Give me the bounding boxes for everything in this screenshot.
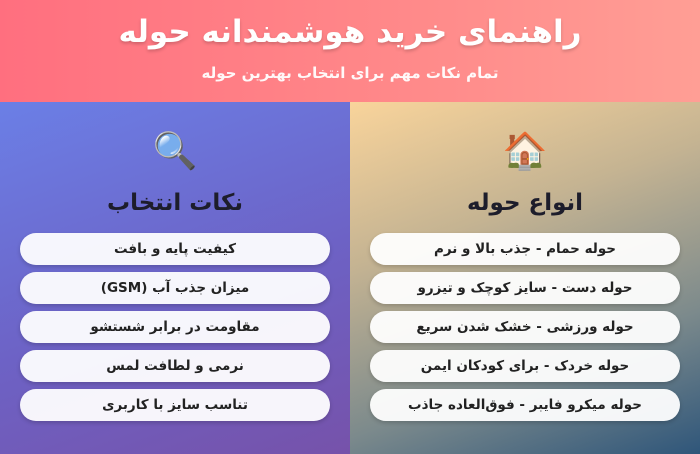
list-item: حوله خردک - برای کودکان ایمن (370, 350, 680, 382)
header-banner (0, 0, 700, 102)
selection-tips-title: نکات انتخاب (106, 190, 243, 216)
list-item: تناسب سایز با کاربری (20, 389, 330, 421)
house-icon: 🏠 (502, 131, 548, 172)
list-item: حوله دست - سایز کوچک و تیزرو (370, 272, 680, 304)
page-subtitle: تمام نکات مهم برای انتخاب بهترین حوله (201, 64, 499, 82)
selection-tips-panel (0, 102, 350, 454)
list-item: مقاومت در برابر شستشو (20, 311, 330, 343)
towel-types-panel (350, 102, 700, 454)
list-item: حوله ورزشی - خشک شدن سریع (370, 311, 680, 343)
list-item: حوله میکرو فایبر - فوق‌العاده جاذب (370, 389, 680, 421)
magnifying-glass-icon: 🔍 (152, 131, 198, 172)
page-title: راهنمای خرید هوشمندانه حوله (118, 14, 582, 50)
selection-tips-list (20, 233, 330, 428)
list-item: کیفیت پایه و بافت (20, 233, 330, 265)
list-item: حوله حمام - جذب بالا و نرم (370, 233, 680, 265)
list-item: نرمی و لطافت لمس (20, 350, 330, 382)
towel-types-title: انواع حوله (466, 190, 584, 216)
list-item: میزان جذب آب (GSM) (20, 272, 330, 304)
towel-types-list (370, 233, 680, 428)
